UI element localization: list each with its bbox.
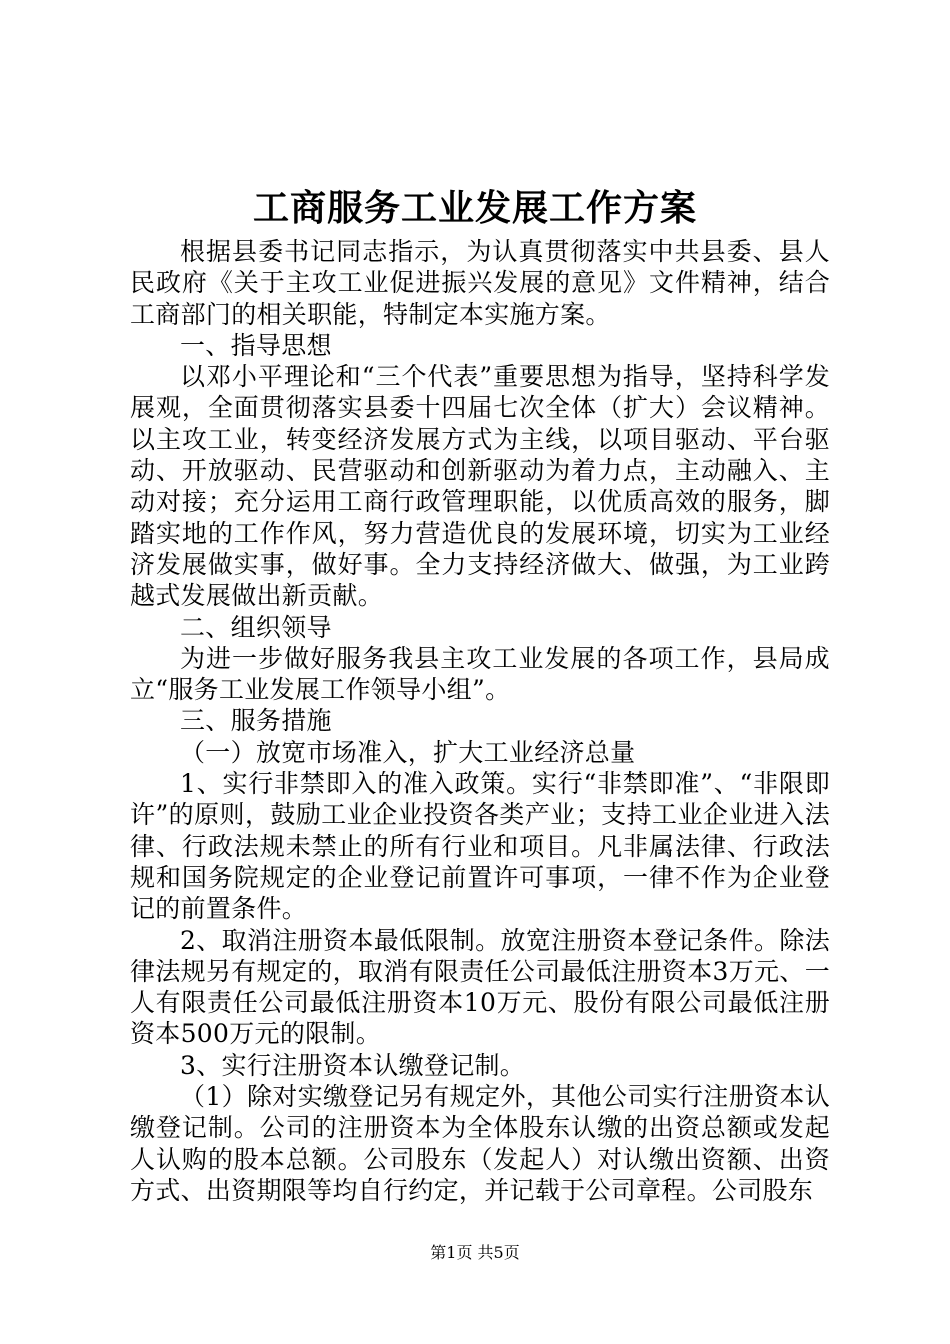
paragraph-item-1: 1、实行非禁即入的准入政策。实行“非禁即准”、“非限即许”的原则，鼓励工业企业投资各类产业；支持工业企业进入法律、行政法规未禁止的所有行业和项目。凡非属法律、行政法规和国务院规定的企业登记前置许可事项，一律不作为企业登记的前置条件。 <box>130 769 830 924</box>
paragraph-item-3: 3、实行注册资本认缴登记制。 <box>180 1050 526 1080</box>
section-heading-service-measures: 三、服务措施 <box>180 706 332 736</box>
paragraph-intro: 根据县委书记同志指示，为认真贯彻落实中共县委、县人民政府《关于主攻工业促进振兴发展的意见》文件精神，结合工商部门的相关职能，特制定本实施方案。 <box>130 237 830 329</box>
section-heading-organization: 二、组织领导 <box>180 612 332 642</box>
document-title: 工商服务工业发展工作方案 <box>252 187 697 229</box>
section-heading-guiding-thought: 一、指导思想 <box>180 330 332 360</box>
subsection-heading-market-access: （一）放宽市场准入，扩大工业经济总量 <box>180 737 636 767</box>
paragraph-item-3-1: （1）除对实缴登记另有规定外，其他公司实行注册资本认缴登记制。公司的注册资本为全体股东认缴的出资总额或发起人认购的股本总额。公司股东（发起人）对认缴出资额、出资方式、出资期限等均自行约定，并记载于公司章程。公司股东 <box>130 1082 830 1205</box>
paragraph-item-2: 2、取消注册资本最低限制。放宽注册资本登记条件。除法律法规另有规定的，取消有限责任公司最低注册资本3万元、一人有限责任公司最低注册资本10万元、股份有限公司最低注册资本500万元的限制。 <box>130 925 830 1049</box>
page-footer: 第1页 共5页 <box>430 1243 520 1262</box>
document-body <box>130 236 830 1206</box>
paragraph-organization: 为进一步做好服务我县主攻工业发展的各项工作，县局成立“服务工业发展工作领导小组”。 <box>130 643 830 705</box>
paragraph-guiding-thought: 以邓小平理论和“三个代表”重要思想为指导，坚持科学发展观，全面贯彻落实县委十四届七次全体（扩大）会议精神。以主攻工业，转变经济发展方式为主线，以项目驱动、平台驱动、开放驱动、民营驱动和创新驱动为着力点，主动融入、主动对接；充分运用工商行政管理职能，以优质高效的服务，脚踏实地的工作作风，努力营造优良的发展环境，切实为工业经济发展做实事，做好事。全力支持经济做大、做强，为工业跨越式发展做出新贡献。 <box>130 362 830 611</box>
